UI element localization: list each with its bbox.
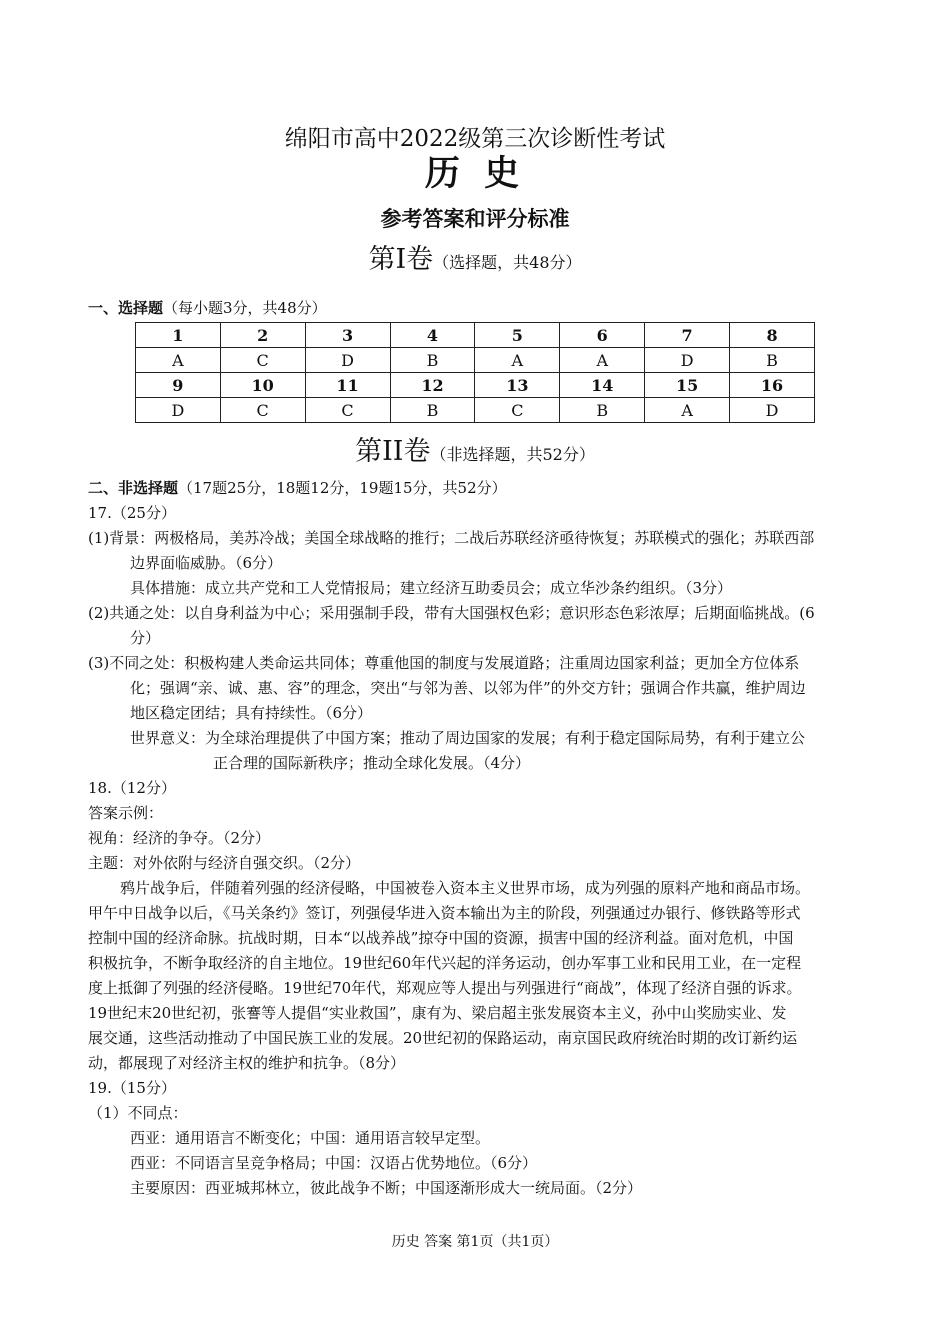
section-2-note: （17题25分，18题12分，19题15分，共52分） <box>178 479 507 497</box>
volume-1-note: （选择题，共48分） <box>433 253 582 272</box>
volume-1-heading <box>0 242 950 281</box>
volume-2-heading <box>0 434 950 473</box>
q17-part3-line1: (3)不同之处：积极构建人类命运共同体；尊重他国的制度与发展道路；注重周边国家利益；更加全方位体系 <box>88 654 800 672</box>
question-number: 2 <box>220 323 305 348</box>
q18-body-line: 积极抗争，不断争取经济的自主地位。19世纪60年代兴起的洋务运动，创办军事工业和民用工业，在一定程 <box>88 954 802 972</box>
answer-cell: D <box>305 348 390 373</box>
section-2-heading <box>88 478 868 498</box>
question-number: 15 <box>645 373 730 398</box>
question-number: 4 <box>390 323 475 348</box>
answer-title: 参考答案和评分标准 <box>380 207 570 231</box>
q18-header: 18.（12分） <box>88 779 176 797</box>
q19-header: 19.（15分） <box>88 1079 176 1097</box>
answer-cell: B <box>560 398 645 423</box>
question-number: 12 <box>390 373 475 398</box>
answer-table <box>135 322 815 423</box>
q18-body-line: 鸦片战争后，伴随着列强的经济侵略，中国被卷入资本主义世界市场，成为列强的原料产地和商品市场。 <box>120 879 811 897</box>
answer-cell: A <box>560 348 645 373</box>
question-number: 8 <box>730 323 815 348</box>
page-footer: 历史 答案 第1页（共1页） <box>391 1234 559 1250</box>
answer-cell: A <box>645 398 730 423</box>
q18-body-line: 度上抵御了列强的经济侵略。19世纪70年代，郑观应等人提出与列强进行“商战”，体现了经济自强的诉求。 <box>88 979 802 997</box>
volume-2-title: 第II卷 <box>355 436 431 467</box>
q18-body-line: 展交通，这些活动推动了中国民族工业的发展。20世纪初的保路运动，南京国民政府统治时期的改订新约运 <box>88 1029 798 1047</box>
question-number: 7 <box>645 323 730 348</box>
answer-cell: B <box>390 348 475 373</box>
answer-cell: A <box>475 348 560 373</box>
answer-cell: D <box>645 348 730 373</box>
question-number: 1 <box>136 323 221 348</box>
question-number: 16 <box>730 373 815 398</box>
q17-part1-line2: 边界面临威胁。（6分） <box>130 554 283 572</box>
q17-part3-line2: 化；强调“亲、诚、惠、容”的理念，突出“与邻为善、以邻为伴”的外交方针；强调合作共赢，维护周边 <box>130 679 806 697</box>
question-number: 13 <box>475 373 560 398</box>
q18-body-line: 控制中国的经济命脉。抗战时期，日本“以战养战”掠夺中国的资源，损害中国的经济利益。面对危机，中国 <box>88 929 794 947</box>
section-1-heading <box>88 298 868 318</box>
section-1-note: （每小题3分，共48分） <box>163 299 327 317</box>
table-row <box>136 398 815 423</box>
q18-theme: 主题：对外依附与经济自强交织。（2分） <box>88 854 361 872</box>
answer-cell: A <box>136 348 221 373</box>
q17-part1-line1: (1)背景：两极格局，美苏冷战；美国全球战略的推行；二战后苏联经济亟待恢复；苏联模式的强化；苏联西部 <box>88 529 815 547</box>
question-number: 9 <box>136 373 221 398</box>
q19-part1-title: （1）不同点： <box>88 1104 188 1122</box>
question-number: 5 <box>475 323 560 348</box>
table-row <box>136 323 815 348</box>
question-number: 11 <box>305 373 390 398</box>
q17-header: 17.（25分） <box>88 504 176 522</box>
q18-body-line: 19世纪末20世纪初，张謇等人提倡“实业救国”，康有为、梁启超主张发展资本主义，孙中山奖励实业、发 <box>88 1004 787 1022</box>
q18-view: 视角：经济的争夺。（2分） <box>88 829 271 847</box>
q17-part1-measures: 具体措施：成立共产党和工人党情报局；建立经济互助委员会；成立华沙条约组织。（3分） <box>130 579 733 597</box>
section-2-title: 二、非选择题 <box>88 479 179 497</box>
q19-part1-line1: 西亚：通用语言不断变化；中国：通用语言较早定型。 <box>130 1129 491 1147</box>
answer-cell: D <box>730 398 815 423</box>
q19-part1-line2: 西亚：不同语言呈竞争格局；中国：汉语占优势地位。（6分） <box>130 1154 538 1172</box>
q17-part2-line1: (2)共通之处：以自身利益为中心；采用强制手段，带有大国强权色彩；意识形态色彩浓厚；后期面临挑战。(6 <box>88 604 815 622</box>
table-row <box>136 348 815 373</box>
answer-cell: C <box>305 398 390 423</box>
section-1-title: 一、选择题 <box>88 299 164 317</box>
q18-example-label: 答案示例： <box>88 804 164 822</box>
question-number: 6 <box>560 323 645 348</box>
q19-part1-reason: 主要原因：西亚城邦林立，彼此战争不断；中国逐渐形成大一统局面。（2分） <box>130 1179 643 1197</box>
q17-part2-line2: 分） <box>130 629 161 647</box>
q18-body-line: 动，都展现了对经济主权的维护和抗争。（8分） <box>88 1054 406 1072</box>
q17-part3-line3: 地区稳定团结；具有持续性。（6分） <box>130 704 373 722</box>
answer-cell: C <box>475 398 560 423</box>
question-number: 3 <box>305 323 390 348</box>
question-number: 14 <box>560 373 645 398</box>
answer-cell: B <box>390 398 475 423</box>
question-number: 10 <box>220 373 305 398</box>
answer-cell: D <box>136 398 221 423</box>
table-row <box>136 373 815 398</box>
q17-part3-significance-line1: 世界意义：为全球治理提供了中国方案；推动了周边国家的发展；有利于稳定国际局势，有利于建立公 <box>130 729 806 747</box>
volume-1-title: 第Ⅰ卷 <box>368 244 434 275</box>
volume-2-note: （非选择题，共52分） <box>430 445 595 464</box>
q18-body-line: 甲午中日战争以后，《马关条约》签订，列强侵华进入资本输出为主的阶段，列强通过办银行、修铁路等形式 <box>88 904 801 922</box>
exam-title: 绵阳市高中2022级第三次诊断性考试 <box>284 126 666 152</box>
q17-part3-significance-line2: 正合理的国际新秩序；推动全球化发展。（4分） <box>213 754 531 772</box>
subject-title: 历 史 <box>424 154 526 194</box>
answer-cell: C <box>220 348 305 373</box>
answer-cell: B <box>730 348 815 373</box>
answer-cell: C <box>220 398 305 423</box>
